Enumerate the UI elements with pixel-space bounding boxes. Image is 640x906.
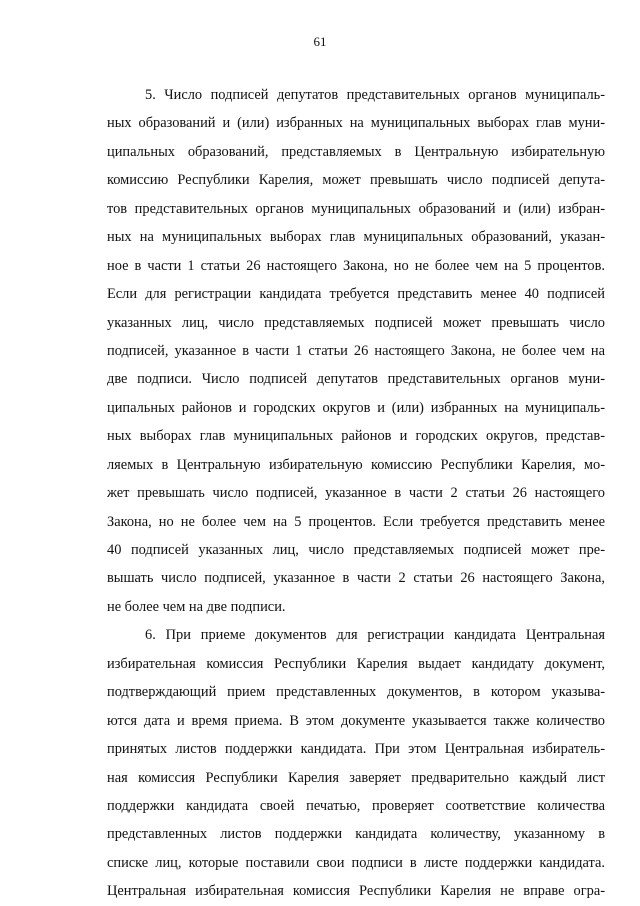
paragraph-5-line: ных выборах глав муниципальных районов и городских округов, представ- (107, 428, 605, 445)
paragraph-5-line: Если для регистрации кандидата требуется представить менее 40 подписей (107, 286, 605, 303)
paragraph-5-line: ное в части 1 статьи 26 настоящего Закона, но не более чем на 5 процентов. (107, 257, 605, 274)
paragraph-6-line: Центральная избирательная комиссия Республики Карелия не вправе огра- (107, 883, 605, 900)
paragraph-5-line: ляемых в Центральную избирательную комиссию Республики Карелия, мо- (107, 456, 605, 473)
paragraph-6-line: списке лиц, которые поставили свои подписи в листе поддержки кандидата. (107, 854, 605, 871)
paragraph-5-line: ных на муниципальных выборах глав муниципальных образований, указан- (107, 229, 605, 246)
paragraph-5-line: указанных лиц, число представляемых подписей может превышать число (107, 314, 605, 331)
paragraph-6-line: принятых листов поддержки кандидата. При этом Центральная избиратель- (107, 741, 605, 758)
paragraph-5-line: вышать число подписей, указанное в части 2 статьи 26 настоящего Закона, (107, 570, 605, 587)
paragraph-5-line: Закона, но не более чем на 5 процентов. Если требуется представить менее (107, 513, 605, 530)
paragraph-6-line: подтверждающий прием представленных документов, в котором указыва- (107, 684, 605, 701)
paragraph-6-line: ются дата и время приема. В этом документе указывается также количество (107, 712, 605, 729)
paragraph-5-line: ципальных образований, представляемых в Центральную избирательную (107, 143, 605, 160)
document-body (107, 81, 605, 906)
paragraph-6-line: ная комиссия Республики Карелия заверяет предварительно каждый лист (107, 769, 605, 786)
paragraph-5-line: ных образований и (или) избранных на муниципальных выборах глав муни- (107, 115, 605, 132)
paragraph-5-line: 5. Число подписей депутатов представительных органов муниципаль- (145, 87, 605, 103)
paragraph-5-line: ципальных районов и городских округов и (или) избранных на муниципаль- (107, 399, 605, 416)
paragraph-6-line: избирательная комиссия Республики Карелия выдает кандидату документ, (107, 655, 605, 672)
paragraph-6-line: 6. При приеме документов для регистрации кандидата Центральная (145, 627, 605, 644)
paragraph-5-line: две подписи. Число подписей депутатов представительных органов муни- (107, 371, 605, 388)
paragraph-5-line: 40 подписей указанных лиц, число представляемых подписей может пре- (107, 542, 605, 558)
paragraph-6-line: поддержки кандидата своей печатью, проверяет соответствие количества (107, 797, 605, 814)
paragraph-5-line: не более чем на две подписи. (107, 598, 286, 615)
paragraph-5-line: комиссию Республики Карелия, может превышать число подписей депута- (107, 172, 605, 189)
paragraph-5-line: тов представительных органов муниципальных образований и (или) избран- (107, 200, 605, 217)
paragraph-6-line: представленных листов поддержки кандидата количеству, указанному в (107, 826, 605, 843)
page-number: 61 (313, 34, 327, 49)
paragraph-5-line: жет превышать число подписей, указанное в части 2 статьи 26 настоящего (107, 485, 605, 502)
paragraph-5-line: подписей, указанное в части 1 статьи 26 настоящего Закона, не более чем на (107, 342, 605, 359)
